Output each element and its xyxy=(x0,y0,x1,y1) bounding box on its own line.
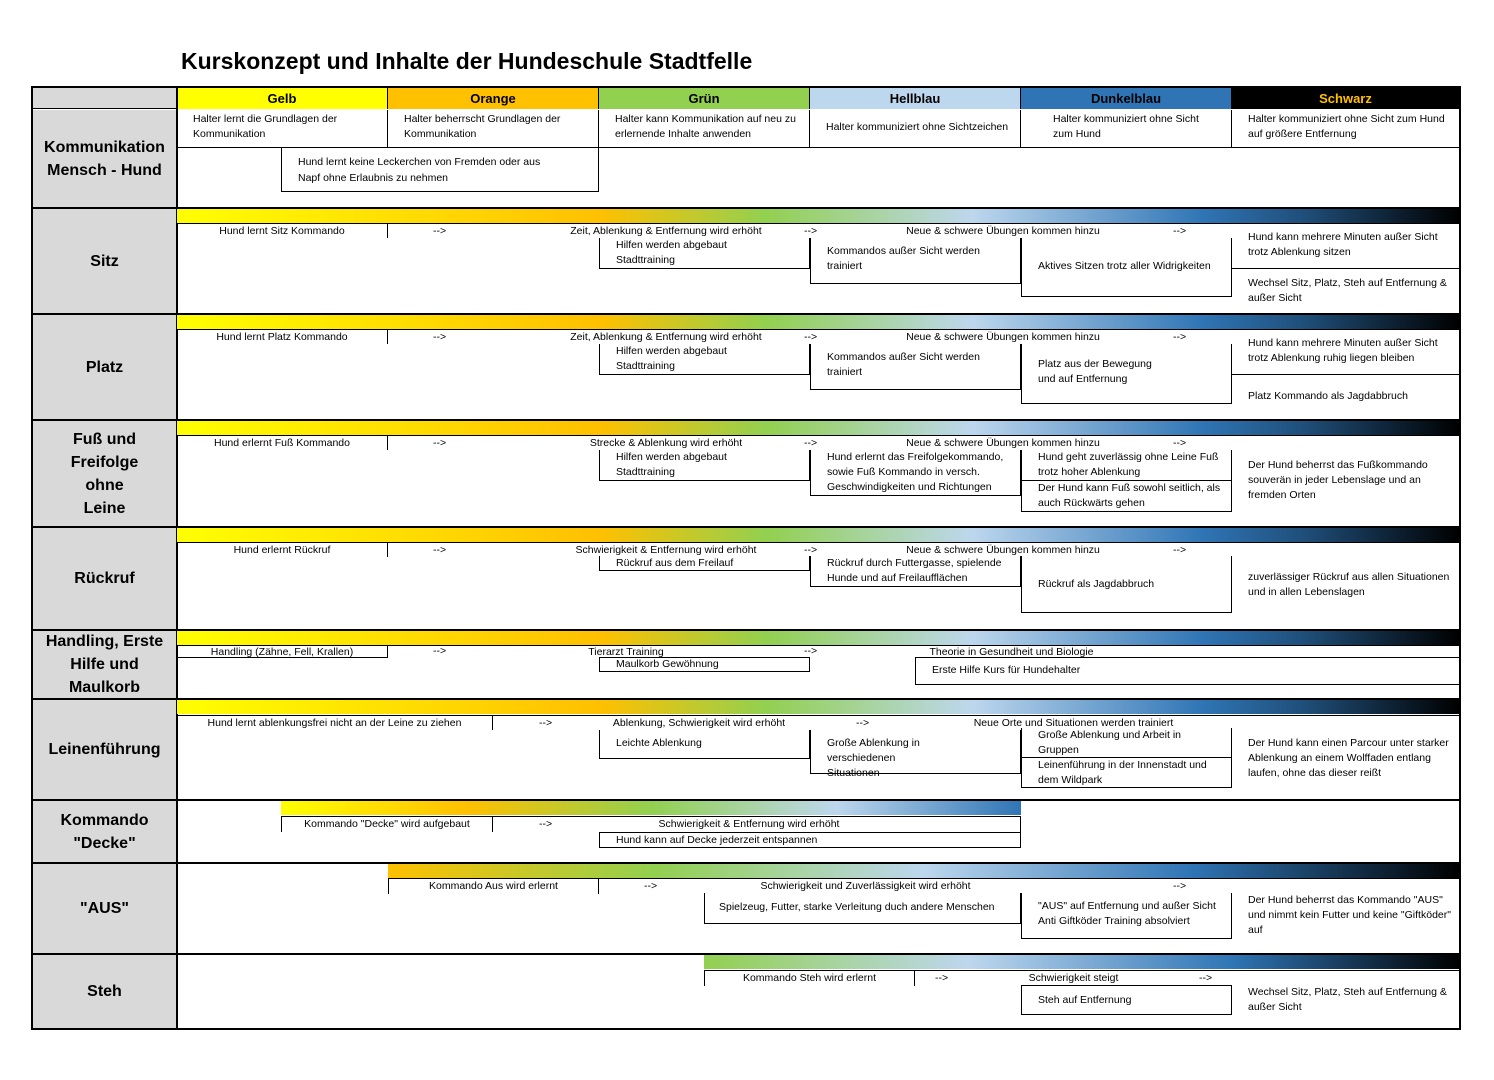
sitz-step-2: Zeit, Ablenkung & Entfernung wird erhöht xyxy=(388,223,864,238)
arrow: --> xyxy=(935,972,949,984)
arrow: --> xyxy=(539,717,553,729)
aus-schwarz: Der Hund beherrst das Kommando "AUS" und nimmt kein Futter und keine "Giftköder" auf xyxy=(1232,878,1459,953)
progress-bar-fuss xyxy=(177,421,1459,435)
progress-bar-leine xyxy=(177,700,1459,714)
aus-step-1: Kommando Aus wird erlernt xyxy=(388,878,599,894)
sitz-hellblau: Kommandos außer Sicht werden trainiert xyxy=(810,238,1021,284)
aus-hellblau: Spielzeug, Futter, starke Verleitung duch andere Menschen xyxy=(704,893,1021,924)
fuss-hellblau: Hund erlernt das Freifolgekommando, sowie Fuß Kommando in versch. Geschwindigkeiten und Richtungen xyxy=(810,450,1021,496)
rueckruf-schwarz: zuverlässiger Rückruf aus allen Situationen und in allen Lebenslagen xyxy=(1232,542,1459,622)
platz-hellblau: Kommandos außer Sicht werden trainiert xyxy=(810,344,1021,390)
handling-gruen: Maulkorb Gewöhnung xyxy=(599,657,810,672)
arrow: --> xyxy=(433,331,447,343)
fuss-schwarz: Der Hund beherrst das Fußkommando souverän in jeder Lebenslage und an fremden Orten xyxy=(1232,435,1459,515)
arrow: --> xyxy=(804,544,818,556)
komm-dunkelblau xyxy=(1021,110,1232,148)
decke-step-2: Schwierigkeit & Entfernung wird erhöht xyxy=(493,816,1021,832)
arrow: --> xyxy=(1199,972,1213,984)
row-label-handling: Handling, Erste Hilfe und Maulkorb xyxy=(33,631,176,698)
progress-bar-rueckruf xyxy=(177,528,1459,542)
leine-schwarz: Der Hund kann einen Parcour unter starker Ablenkung an einem Wolffaden entlang laufen, ohne das dieser reißt xyxy=(1232,715,1459,799)
header-corner xyxy=(33,88,177,109)
leine-step-3: Neue Orte und Situationen werden trainiert xyxy=(915,715,1232,730)
rueckruf-step-3: Neue & schwere Übungen kommen hinzu xyxy=(864,542,1232,557)
fuss-dunkelblau-2: Der Hund kann Fuß sowohl seitlich, als auch Rückwärts gehen xyxy=(1021,481,1232,512)
level-orange: Orange xyxy=(388,88,599,109)
platz-schwarz-1: Hund kann mehrere Minuten außer Sicht trotz Ablenkung ruhig liegen bleiben xyxy=(1232,329,1459,375)
arrow: --> xyxy=(1173,225,1187,237)
row-label-platz: Platz xyxy=(33,315,176,419)
aus-dunkelblau: "AUS" auf Entfernung und außer Sicht Anti Giftköder Training absolviert xyxy=(1021,893,1232,939)
komm-extra xyxy=(281,148,599,192)
progress-bar-decke xyxy=(281,801,1021,815)
sitz-dunkelblau: Aktives Sitzen trotz aller Widrigkeiten xyxy=(1021,238,1232,297)
sitz-gruen: Hilfen werden abgebaut Stadttraining xyxy=(599,238,810,269)
fuss-dunkelblau-1: Hund geht zuverlässig ohne Leine Fuß trotz hoher Ablenkung xyxy=(1021,450,1232,481)
platz-schwarz-2: Platz Kommando als Jagdabbruch xyxy=(1248,390,1408,402)
komm-gruen xyxy=(599,110,810,148)
arrow: --> xyxy=(1173,544,1187,556)
arrow: --> xyxy=(804,225,818,237)
arrow: --> xyxy=(433,225,447,237)
handling-step-3: Theorie in Gesundheit und Biologie xyxy=(864,645,1459,658)
arrow: --> xyxy=(804,331,818,343)
arrow: --> xyxy=(1173,437,1187,449)
arrow: --> xyxy=(433,437,447,449)
row-label-sitz: Sitz xyxy=(33,209,176,313)
arrow: --> xyxy=(804,645,818,657)
platz-dunkelblau: Platz aus der Bewegung und auf Entfernung xyxy=(1021,344,1232,404)
level-hellblau: Hellblau xyxy=(810,88,1021,109)
leine-dunkelblau-1: Große Ablenkung und Arbeit in Gruppen xyxy=(1021,728,1232,758)
arrow: --> xyxy=(539,818,553,830)
rueckruf-hellblau: Rückruf durch Futtergasse, spielende Hunde und auf Freilaufflächen xyxy=(810,556,1021,587)
komm-schwarz-text: Halter kommuniziert ohne Sicht zum Hund auf größere Entfernung xyxy=(1248,113,1445,140)
row-label-kommunikation: Kommunikation Mensch - Hund xyxy=(33,110,176,207)
steh-dunkelblau: Steh auf Entfernung xyxy=(1021,985,1232,1015)
rueckruf-dunkelblau: Rückruf als Jagdabbruch xyxy=(1021,556,1232,613)
arrow: --> xyxy=(433,544,447,556)
handling-step-1: Handling (Zähne, Fell, Krallen) xyxy=(177,645,388,658)
progress-bar-platz xyxy=(177,315,1459,329)
fuss-step-3: Neue & schwere Übungen kommen hinzu xyxy=(864,435,1232,450)
handling-hellblau: Erste Hilfe Kurs für Hundehalter xyxy=(915,657,1459,685)
page-title: Kurskonzept und Inhalte der Hundeschule Stadtfelle xyxy=(181,48,753,74)
fuss-gruen: Hilfen werden abgebaut Stadttraining xyxy=(599,450,810,481)
row-label-aus: "AUS" xyxy=(33,864,176,953)
row-label-decke: Kommando "Decke" xyxy=(33,801,176,862)
row-label-leine: Leinenführung xyxy=(33,700,176,799)
arrow: --> xyxy=(1173,331,1187,343)
sitz-schwarz-2: Wechsel Sitz, Platz, Steh auf Entfernung & außer Sicht xyxy=(1248,277,1447,304)
level-dunkelblau: Dunkelblau xyxy=(1021,88,1232,109)
komm-gelb-text: Halter lernt die Grundlagen der Kommunikation xyxy=(193,113,338,140)
platz-gruen: Hilfen werden abgebaut Stadttraining xyxy=(599,344,810,375)
komm-orange xyxy=(388,110,599,148)
row-label-steh: Steh xyxy=(33,955,176,1028)
level-gruen: Grün xyxy=(599,88,810,109)
handling-step-2: Tierarzt Training xyxy=(388,645,864,658)
komm-dunkelblau-text: Halter kommuniziert ohne Sicht zum Hund xyxy=(1053,113,1199,140)
komm-extra-text: Hund lernt keine Leckerchen von Fremden oder aus Napf ohne Erlaubnis zu nehmen xyxy=(298,156,541,184)
progress-bar-handling xyxy=(177,631,1459,645)
fuss-step-1: Hund erlernt Fuß Kommando xyxy=(177,435,388,450)
level-schwarz: Schwarz xyxy=(1232,88,1459,109)
progress-bar-steh xyxy=(704,955,1459,969)
arrow: --> xyxy=(644,880,658,892)
level-gelb: Gelb xyxy=(177,88,388,109)
komm-gelb xyxy=(177,110,388,148)
progress-bar-sitz xyxy=(177,209,1459,223)
komm-hellblau-text: Halter kommuniziert ohne Sichtzeichen xyxy=(826,121,1009,133)
sitz-step-1: Hund lernt Sitz Kommando xyxy=(177,223,388,238)
rueckruf-step-2: Schwierigkeit & Entfernung wird erhöht xyxy=(388,542,864,557)
leine-step-2: Ablenkung, Schwierigkeit wird erhöht xyxy=(493,715,915,730)
leine-hellblau: Große Ablenkung in verschiedenen Situationen xyxy=(810,730,1021,774)
rueckruf-step-1: Hund erlernt Rückruf xyxy=(177,542,388,557)
arrow: --> xyxy=(433,645,447,657)
komm-orange-text: Halter beherrscht Grundlagen der Kommunikation xyxy=(404,113,561,140)
komm-schwarz xyxy=(1232,110,1459,148)
rueckruf-gruen: Rückruf aus dem Freilauf xyxy=(599,556,810,571)
sitz-step-3: Neue & schwere Übungen kommen hinzu xyxy=(864,223,1232,238)
decke-step-3: Hund kann auf Decke jederzeit entspannen xyxy=(599,832,1021,848)
row-label-rueckruf: Rückruf xyxy=(33,528,176,629)
steh-schwarz: Wechsel Sitz, Platz, Steh auf Entfernung & außer Sicht xyxy=(1232,970,1459,1028)
steh-step-2: Schwierigkeit steigt xyxy=(915,970,1232,986)
arrow: --> xyxy=(856,717,870,729)
decke-step-1: Kommando "Decke" wird aufgebaut xyxy=(281,816,493,832)
row-label-fuss: Fuß und Freifolge ohne Leine xyxy=(33,421,176,526)
platz-step-1: Hund lernt Platz Kommando xyxy=(177,329,388,344)
platz-step-2: Zeit, Ablenkung & Entfernung wird erhöht xyxy=(388,329,864,344)
arrow: --> xyxy=(804,437,818,449)
fuss-step-2: Strecke & Ablenkung wird erhöht xyxy=(388,435,864,450)
komm-gruen-text: Halter kann Kommunikation auf neu zu erlernende Inhalte anwenden xyxy=(615,113,796,140)
progress-bar-aus xyxy=(388,864,1459,878)
arrow: --> xyxy=(1173,880,1187,892)
sitz-schwarz-1: Hund kann mehrere Minuten außer Sicht trotz Ablenkung sitzen xyxy=(1232,223,1459,269)
leine-dunkelblau-2: Leinenführung in der Innenstadt und dem Wildpark xyxy=(1021,758,1232,788)
steh-step-1: Kommando Steh wird erlernt xyxy=(704,970,915,986)
aus-step-2: Schwierigkeit und Zuverlässigkeit wird erhöht xyxy=(599,878,1232,894)
komm-hellblau xyxy=(810,110,1021,148)
leine-gruen: Leichte Ablenkung xyxy=(599,730,810,759)
leine-step-1: Hund lernt ablenkungsfrei nicht an der Leine zu ziehen xyxy=(177,715,493,730)
platz-step-3: Neue & schwere Übungen kommen hinzu xyxy=(864,329,1232,344)
